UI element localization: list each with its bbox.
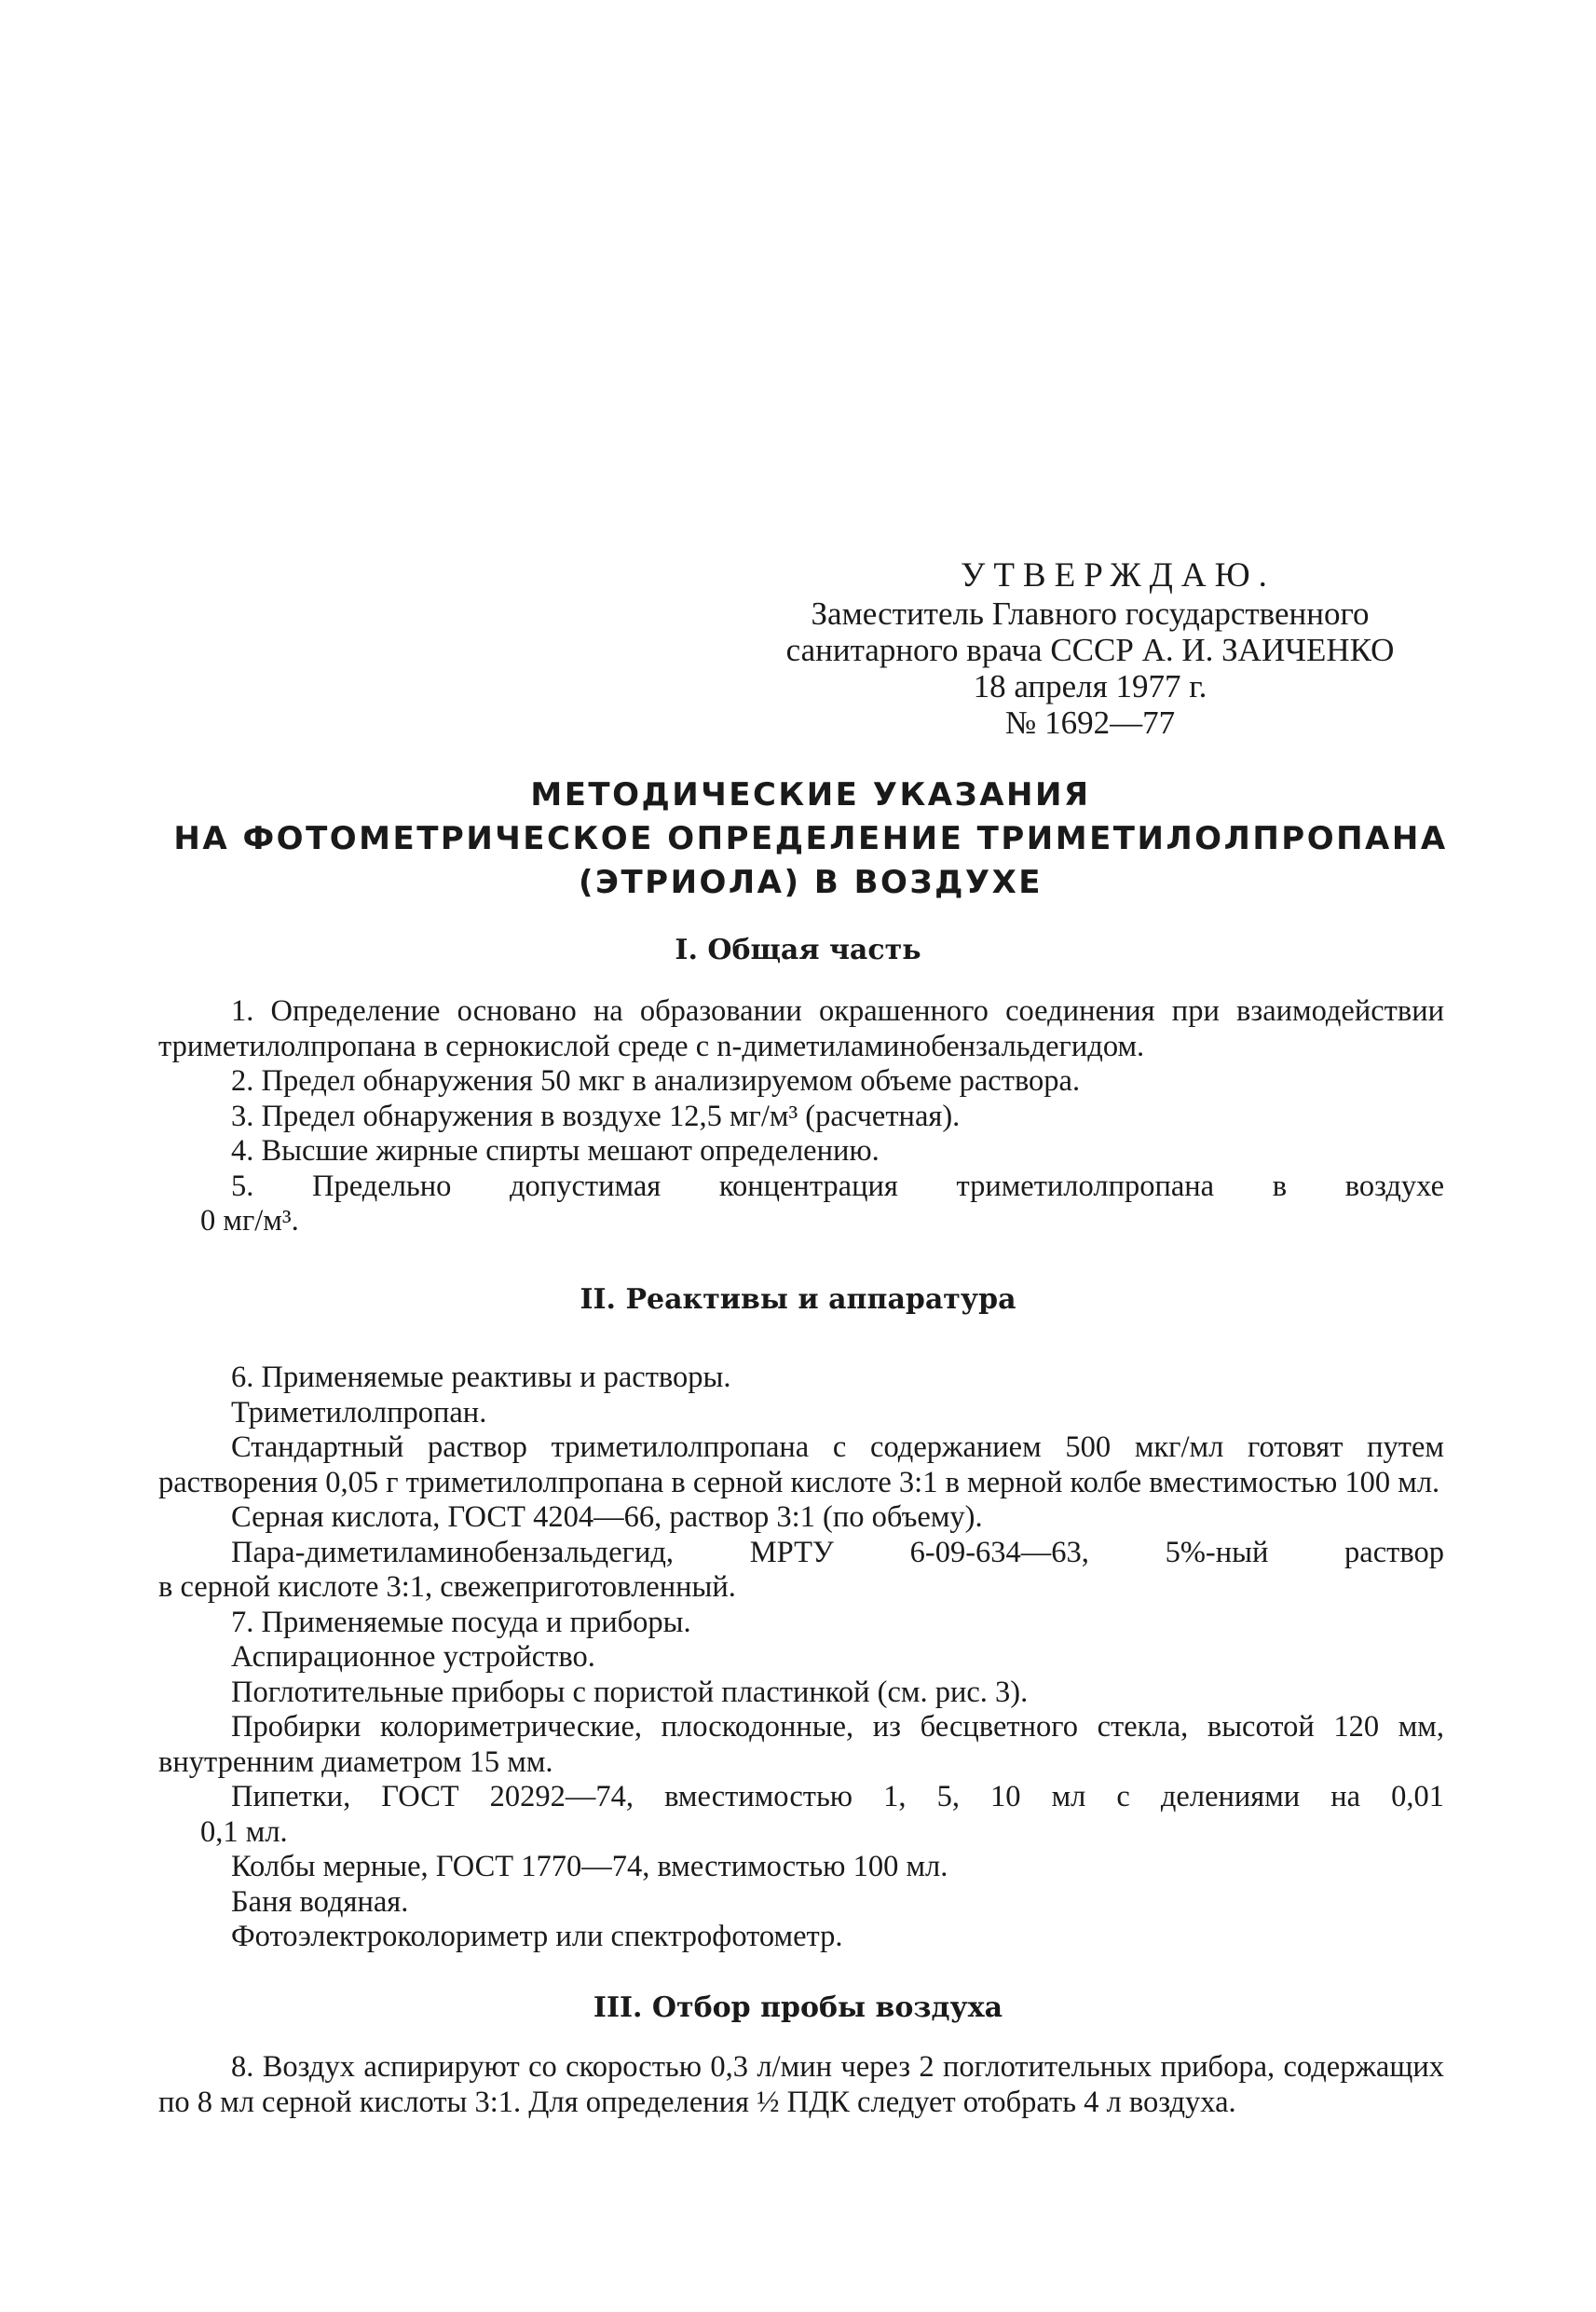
approval-block — [736, 557, 1444, 741]
approval-heading: УТВЕРЖДАЮ. — [961, 556, 1275, 595]
section-general-text — [158, 994, 1444, 1239]
paragraph: Пробирки колориметрические, плоскодонные, из бесцветного стекла, высотой 120 мм, внутренним диаметром 15 мм. — [158, 1710, 1444, 1779]
paragraph: Триметилолпропан. — [231, 1395, 487, 1430]
paragraph: Фотоэлектроколориметр или спектрофотометр. — [231, 1920, 843, 1953]
title-line: НА ФОТОМЕТРИЧЕСКОЕ ОПРЕДЕЛЕНИЕ ТРИМЕТИЛОЛПРОПАНА — [173, 820, 1448, 857]
paragraph: 6. Применяемые реактивы и растворы. — [231, 1361, 731, 1394]
paragraph: 0,1 мл. — [200, 1814, 288, 1849]
paragraph: Серная кислота, ГОСТ 4204—66, раствор 3:1 (по объему). — [231, 1500, 983, 1534]
document-title — [158, 773, 1463, 905]
section-reagents-text — [158, 1361, 1444, 1955]
section-heading-sampling: III. Отбор пробы воздуха — [593, 1991, 1003, 2024]
paragraph: 0 мг/м³. — [200, 1204, 299, 1238]
approval-number: № 1692—77 — [1004, 705, 1176, 741]
approval-line: Заместитель Главного государственного — [811, 595, 1370, 632]
paragraph: Аспирационное устройство. — [231, 1640, 595, 1674]
paragraph: 1. Определение основано на образовании окрашенного соединения при взаимодействии триметилолпропана в сернокислой среде с n-диметиламинобензальдегидом. — [158, 994, 1444, 1063]
paragraph: Поглотительные приборы с пористой пластинкой (см. рис. 3). — [231, 1675, 1029, 1709]
paragraph: Пара-диметиламинобензальдегид, МРТУ 6-09-634—63, 5%-ный раствор — [231, 1535, 1444, 1569]
paragraph: 7. Применяемые посуда и приборы. — [231, 1605, 691, 1639]
paragraph: 2. Предел обнаружения 50 мкг в анализируемом объеме раствора. — [231, 1064, 1081, 1098]
approval-date: 18 апреля 1977 г. — [973, 668, 1207, 705]
section-sampling-text — [158, 2050, 1444, 2120]
title-line: (ЭТРИОЛА) В ВОЗДУХЕ — [578, 864, 1044, 901]
title-line: МЕТОДИЧЕСКИЕ УКАЗАНИЯ — [530, 776, 1091, 814]
paragraph: Баня водяная. — [231, 1884, 409, 1919]
approval-line: санитарного врача СССР А. И. ЗАИЧЕНКО — [785, 632, 1395, 668]
paragraph: 5. Предельно допустимая концентрация триметилолпропана в воздухе — [231, 1169, 1444, 1203]
paragraph: 4. Высшие жирные спирты мешают определению. — [231, 1134, 880, 1168]
section-heading-general: I. Общая часть — [675, 934, 921, 966]
paragraph: Колбы мерные, ГОСТ 1770—74, вместимостью 100 мл. — [231, 1850, 948, 1883]
paragraph: 8. Воздух аспирируют со скоростью 0,3 л/мин через 2 поглотительных прибора, содержащих по 8 мл серной кислоты 3:1. Для определения ½ ПДК следует отобрать 4 л воздуха. — [158, 2050, 1444, 2119]
paragraph: Пипетки, ГОСТ 20292—74, вместимостью 1, 5, 10 мл с делениями на 0,01 — [231, 1780, 1444, 1813]
paragraph: Стандартный раствор триметилолпропана с содержанием 500 мкг/мл готовят путем растворения 0,05 г триметилолпропана в серной кислоте 3:1 в мерной колбе вместимостью 100 мл. — [158, 1430, 1444, 1499]
section-heading-reagents: II. Реактивы и аппаратура — [580, 1283, 1016, 1316]
paragraph: 3. Предел обнаружения в воздухе 12,5 мг/м³ (расчетная). — [231, 1099, 961, 1133]
paragraph: в серной кислоте 3:1, свежеприготовленный. — [158, 1570, 736, 1604]
